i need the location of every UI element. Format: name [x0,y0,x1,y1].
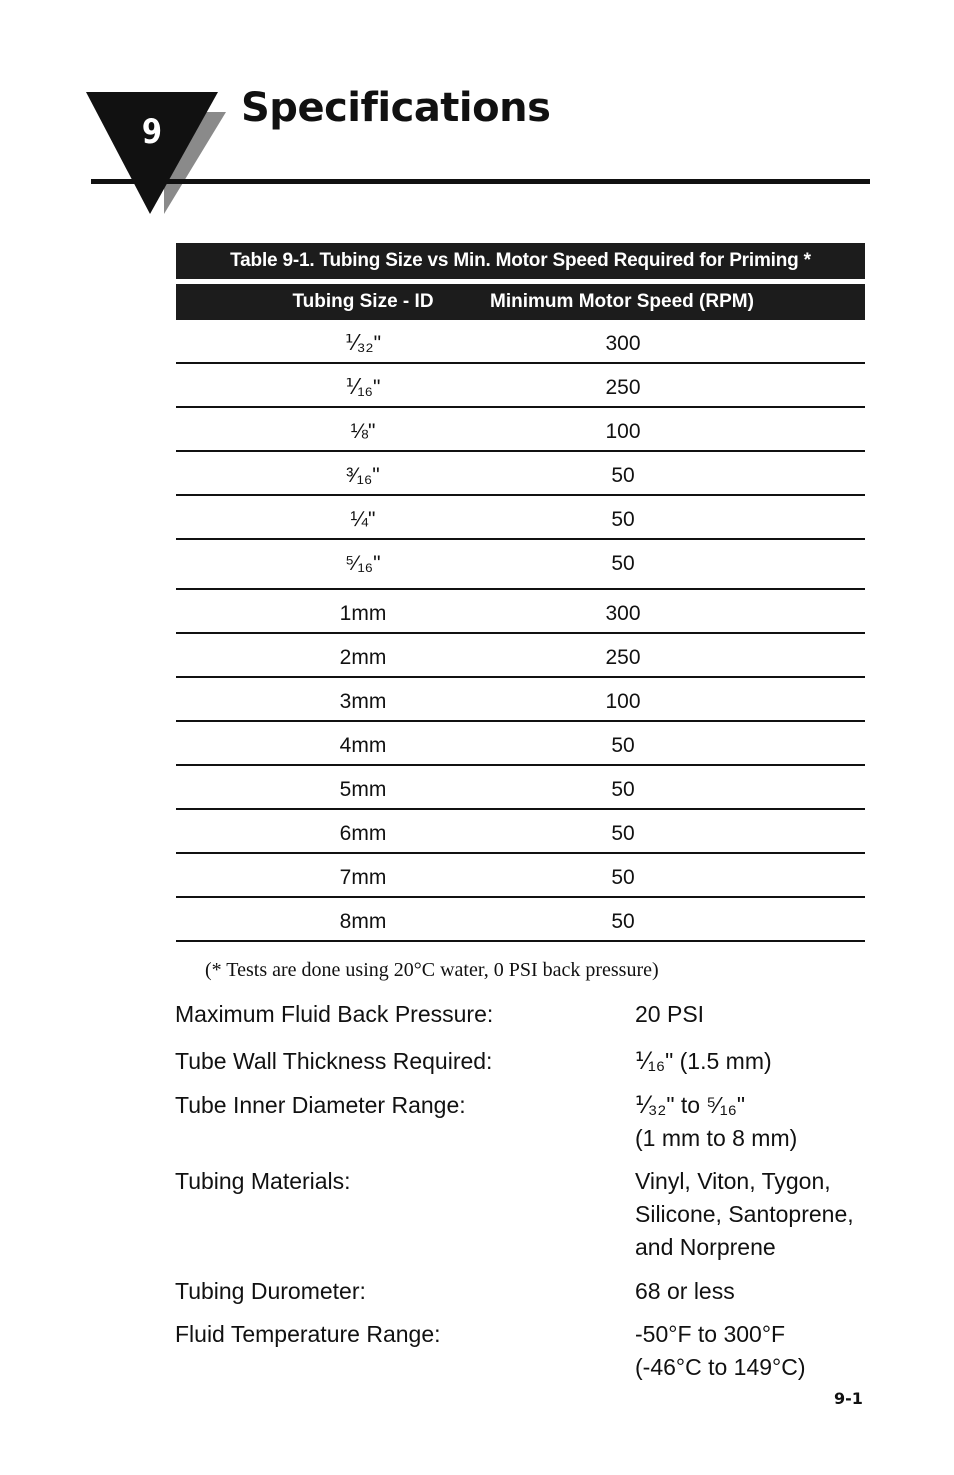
cell-min-speed: 50 [611,552,635,575]
cell-tubing-size: 3mm [339,690,387,713]
cell-min-speed: 250 [605,376,641,399]
spec-value: 20 PSI [635,1001,705,1027]
cell-min-speed: 50 [611,464,635,487]
cell-tubing-size: 8mm [339,910,387,933]
cell-tubing-size: 5mm [339,778,387,801]
cell-min-speed: 100 [605,420,641,443]
table-row [176,364,865,408]
page-number: 9-1 [834,1389,863,1408]
table-row [176,898,865,942]
cell-min-speed: 300 [605,332,641,355]
cell-min-speed: 50 [611,910,635,933]
spec-value: ⅟₁₆" (1.5 mm) [635,1048,772,1074]
cell-min-speed: 50 [611,508,635,531]
table-footnote: (* Tests are done using 20°C water, 0 PSI back pressure) [205,959,659,981]
spec-label: Tubing Materials: [175,1168,351,1194]
cell-min-speed: 300 [605,602,641,625]
cell-min-speed: 50 [611,778,635,801]
spec-label: Maximum Fluid Back Pressure: [175,1001,494,1027]
cell-tubing-size: ⅟₁₆" [345,376,381,399]
table-row [176,540,865,590]
table-row [176,452,865,496]
spec-label: Tubing Durometer: [175,1278,366,1304]
spec-label: Tube Inner Diameter Range: [175,1092,466,1118]
spec-value: ⅟₃₂" to ⁵⁄₁₆" [635,1092,746,1118]
cell-min-speed: 50 [611,822,635,845]
cell-tubing-size: 7mm [339,866,387,889]
table-row [176,766,865,810]
page-title: Specifications [241,85,551,131]
header-tubing-size: Tubing Size - ID [292,291,434,312]
spec-value: and Norprene [635,1234,776,1260]
table-row [176,590,865,634]
spec-value: 68 or less [635,1278,735,1304]
header-min-speed: Minimum Motor Speed (RPM) [490,291,754,312]
spec-value: (1 mm to 8 mm) [635,1125,798,1151]
chapter-number: 9 [141,112,163,152]
cell-tubing-size: ⅟₃₂" [344,332,382,355]
table-row [176,496,865,540]
spec-value: -50°F to 300°F [635,1321,786,1347]
cell-tubing-size: ³⁄₁₆" [346,464,380,487]
table-row [176,854,865,898]
spec-label: Tube Wall Thickness Required: [175,1048,493,1074]
table-row [176,810,865,854]
chapter-triangle-icon [86,90,226,220]
table-row [176,722,865,766]
cell-min-speed: 50 [611,734,635,757]
title-rule [91,179,870,184]
cell-min-speed: 100 [605,690,641,713]
cell-tubing-size: ⅛" [350,420,376,443]
cell-tubing-size: 6mm [339,822,387,845]
table-caption: Table 9-1. Tubing Size vs Min. Motor Speed Required for Priming * [176,243,865,279]
spec-label: Fluid Temperature Range: [175,1321,441,1347]
table-row [176,408,865,452]
table-row [176,678,865,722]
spec-value: Silicone, Santoprene, [635,1201,854,1227]
cell-min-speed: 250 [605,646,641,669]
cell-tubing-size: 2mm [339,646,387,669]
cell-min-speed: 50 [611,866,635,889]
spec-value: Vinyl, Viton, Tygon, [635,1168,831,1194]
tubing-speed-table [176,243,865,942]
cell-tubing-size: 4mm [339,734,387,757]
table-row [176,320,865,364]
table-header [176,284,865,320]
table-row [176,634,865,678]
spec-value: (-46°C to 149°C) [635,1354,806,1380]
cell-tubing-size: ¼" [350,508,376,531]
cell-tubing-size: ⁵⁄₁₆" [345,552,381,575]
cell-tubing-size: 1mm [339,602,387,625]
